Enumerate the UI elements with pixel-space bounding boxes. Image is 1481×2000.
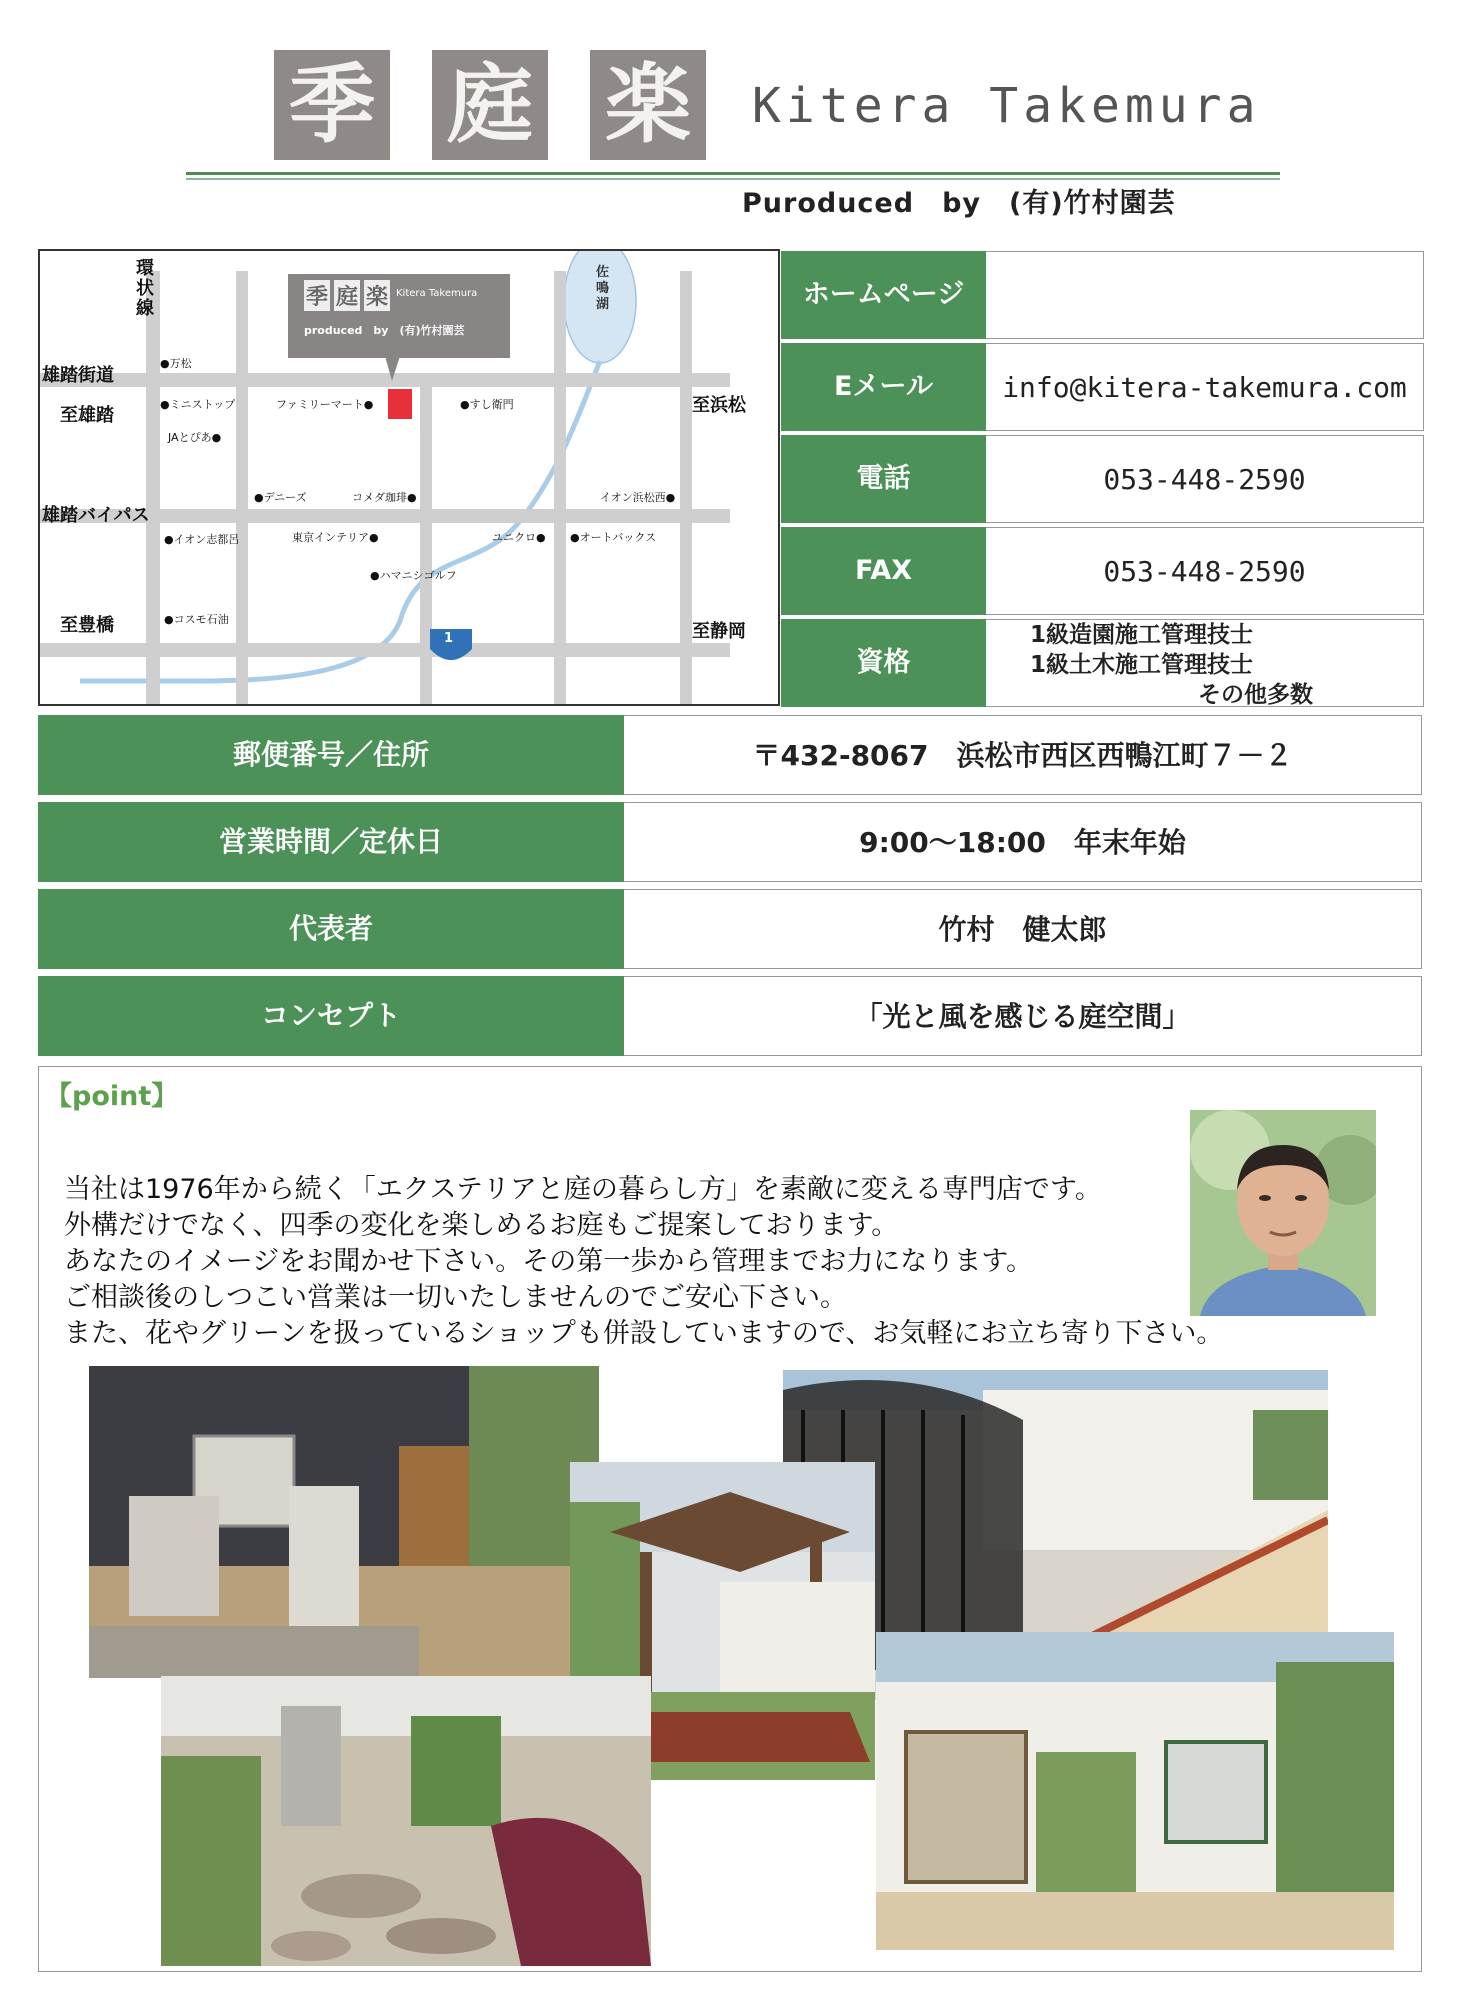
map-landmark-komeda: コメダ珈琲● — [352, 491, 417, 504]
concept-label: コンセプト — [38, 976, 624, 1056]
homepage-label: ホームページ — [781, 251, 986, 339]
garden-photo-sunroom — [876, 1632, 1394, 1950]
address-value: 〒432-8067 浜松市西区西鴨江町７－２ — [624, 715, 1422, 795]
concept-value: 「光と風を感じる庭空間」 — [624, 976, 1422, 1056]
map-landmark-denny: ●デニーズ — [254, 491, 307, 504]
representative-value: 竹村 健太郎 — [624, 889, 1422, 969]
info-row-cert — [781, 619, 1424, 707]
fax-label: FAX — [781, 527, 986, 615]
map-landmark-aeon-shitoro: ●イオン志都呂 — [164, 533, 240, 546]
hours-value: 9:00～18:00 年末年始 — [624, 802, 1422, 882]
map-landmark-cosmo: ●コスモ石油 — [164, 613, 229, 626]
road-route1 — [40, 643, 730, 657]
road-v4 — [554, 271, 566, 706]
map-logo-brand: Kitera Takemura — [396, 288, 478, 299]
logo-char-2: 庭 — [432, 50, 548, 160]
point-line-4: ご相談後のしつこい営業は一切いたしませんのでご安心下さい。 — [64, 1282, 847, 1313]
info-row-homepage — [781, 251, 1424, 339]
map-label-yuto-kaido: 雄踏街道 — [42, 365, 114, 386]
road-v3 — [420, 381, 432, 706]
map-landmark-manmatsu: ●万松 — [160, 357, 192, 370]
representative-label: 代表者 — [38, 889, 624, 969]
map-landmark-ja: JAとぴあ● — [168, 431, 222, 444]
info-row-email — [781, 343, 1424, 431]
map-logo-char-3: 楽 — [364, 280, 390, 311]
road-yuto-kaido — [40, 373, 730, 387]
map-landmark-ministop: ●ミニストップ — [160, 398, 236, 411]
header-rule-thin — [186, 178, 1280, 180]
info-row-phone — [781, 435, 1424, 523]
map-label-to-shizuoka: 至静岡 — [692, 621, 746, 642]
info-row-fax — [781, 527, 1424, 615]
point-line-3: あなたのイメージをお聞かせ下さい。その第一歩から管理までお力になります。 — [64, 1246, 1034, 1277]
point-description — [64, 1172, 1224, 1352]
address-label: 郵便番号／住所 — [38, 715, 624, 795]
map-landmark-familymart: ファミリーマート● — [276, 398, 374, 411]
map-landmark-tokyo-interior: 東京インテリア● — [292, 531, 379, 544]
cert-line-3: その他多数 — [1198, 682, 1313, 708]
row-address — [38, 715, 1422, 795]
cert-line-1: 1級造園施工管理技士 — [1030, 622, 1254, 648]
map-label-to-toyohashi: 至豊橋 — [60, 615, 114, 636]
map-logo-char-2: 庭 — [334, 280, 360, 311]
road-v2 — [236, 271, 248, 706]
homepage-value[interactable] — [986, 251, 1424, 339]
garden-photo-stone-path — [161, 1676, 651, 1966]
row-hours — [38, 802, 1422, 882]
access-map — [38, 249, 780, 706]
map-label-to-hamamatsu: 至浜松 — [692, 395, 746, 416]
map-landmark-sushi: ●すし衛門 — [460, 398, 514, 411]
road-ring — [146, 271, 160, 706]
map-landmark-aeon-nishi: イオン浜松西● — [600, 491, 676, 504]
cert-line-2: 1級土木施工管理技士 — [1030, 652, 1254, 678]
point-line-1: 当社は1976年から続く「エクステリアと庭の暮らし方」を素敵に変える専門店です。 — [64, 1174, 1102, 1205]
map-label-lake: 佐鳴湖 — [596, 265, 610, 312]
phone-label: 電話 — [781, 435, 986, 523]
header-rule — [186, 172, 1280, 175]
map-label-ring-road: 環状線 — [136, 258, 154, 319]
map-label-bypass: 雄踏バイパス — [42, 505, 150, 526]
map-landmark-uniqlo: ユニクロ● — [492, 531, 546, 544]
cert-label: 資格 — [781, 619, 986, 707]
map-landmark-golf: ●ハマニシゴルフ — [370, 569, 457, 582]
representative-photo — [1190, 1110, 1376, 1316]
point-title: 【point】 — [45, 1081, 179, 1112]
site-marker — [388, 389, 412, 419]
garden-photo-house — [89, 1366, 599, 1678]
brand-name: Kitera Takemura — [752, 78, 1261, 134]
map-logo-char-1: 季 — [304, 280, 330, 311]
hours-label: 営業時間／定休日 — [38, 802, 624, 882]
row-concept — [38, 976, 1422, 1056]
map-logo-produced: produced by (有)竹村園芸 — [304, 324, 465, 337]
phone-value[interactable]: 053-448-2590 — [986, 435, 1424, 523]
produced-by: Puroduced by (有)竹村園芸 — [742, 188, 1176, 219]
point-line-2: 外構だけでなく、四季の変化を楽しめるお庭もご提案しております。 — [64, 1210, 899, 1241]
logo-char-3: 楽 — [590, 50, 706, 160]
row-representative — [38, 889, 1422, 969]
fax-value: 053-448-2590 — [986, 527, 1424, 615]
email-value[interactable]: info@kitera-takemura.com — [986, 343, 1424, 431]
map-route-number: 1 — [444, 631, 454, 646]
cert-value — [986, 619, 1424, 707]
logo-char-1: 季 — [274, 50, 390, 160]
map-landmark-autobacs: ●オートバックス — [570, 531, 657, 544]
email-label: Eメール — [781, 343, 986, 431]
map-label-to-yuto: 至雄踏 — [60, 405, 114, 426]
road-v5 — [680, 271, 692, 706]
point-line-5: また、花やグリーンを扱っているショップも併設していますので、お気軽にお立ち寄り下さい。 — [64, 1318, 1224, 1349]
map-logo — [288, 274, 510, 358]
